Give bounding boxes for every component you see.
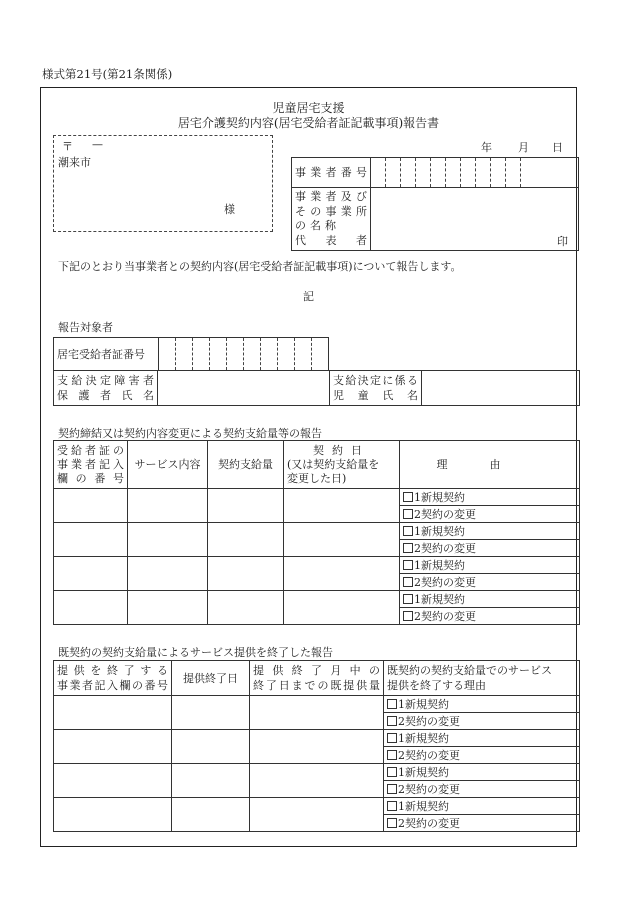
- business-number-digit[interactable]: [386, 158, 401, 188]
- checkbox[interactable]: [403, 492, 413, 502]
- option-label: 2契約の変更: [398, 714, 460, 728]
- ki-mark: 記: [303, 290, 314, 303]
- form-number-label: 様式第21号(第21条関係): [42, 67, 173, 81]
- business-number-digit[interactable]: [446, 158, 461, 188]
- checkbox[interactable]: [403, 611, 413, 621]
- child-label-2: 児童氏名: [333, 389, 418, 402]
- option-label: 2契約の変更: [398, 782, 460, 796]
- checkbox[interactable]: [387, 750, 397, 760]
- s1-header-col3: 契約支給量: [208, 441, 284, 489]
- option-label: 1新規契約: [414, 558, 465, 572]
- s1-cell[interactable]: [208, 557, 284, 591]
- s2-cell[interactable]: [172, 730, 250, 764]
- s1-header-col4-2: (又は契約支給量を: [287, 457, 380, 471]
- cert-digit[interactable]: [295, 338, 312, 371]
- s1-cell[interactable]: [284, 591, 400, 625]
- s1-cell[interactable]: [208, 489, 284, 523]
- child-label-1: 支給決定に係る: [333, 374, 418, 387]
- s1-option-new[interactable]: [400, 591, 580, 608]
- option-label: 1新規契約: [414, 524, 465, 538]
- business-number-digit[interactable]: [506, 158, 521, 188]
- cert-number-table: [53, 337, 329, 371]
- date-year: 年: [481, 141, 492, 154]
- checkbox[interactable]: [403, 594, 413, 604]
- option-label: 1新規契約: [398, 799, 449, 813]
- option-label: 2契約の変更: [398, 748, 460, 762]
- seal-mark: 印: [557, 235, 568, 248]
- business-name-label-1: 事業者及び: [295, 190, 367, 203]
- option-label: 2契約の変更: [414, 541, 476, 555]
- s1-header-col5: 理由: [400, 441, 580, 489]
- cert-digit[interactable]: [210, 338, 227, 371]
- target-heading: 報告対象者: [58, 321, 113, 334]
- s1-option-change[interactable]: [400, 574, 580, 591]
- s1-cell[interactable]: [208, 523, 284, 557]
- s2-header-col4-2: 提供を終了する理由: [387, 679, 486, 692]
- s1-option-change[interactable]: [400, 608, 580, 625]
- option-label: 2契約の変更: [414, 609, 476, 623]
- s1-header-col1-3: 欄の番号: [57, 471, 124, 485]
- business-number-digit[interactable]: [431, 158, 446, 188]
- s1-cell[interactable]: [128, 591, 208, 625]
- cert-digit[interactable]: [159, 338, 176, 371]
- option-label: 2契約の変更: [398, 816, 460, 830]
- s2-cell[interactable]: [54, 798, 172, 832]
- business-number-label: 事業者番号: [292, 158, 371, 188]
- checkbox[interactable]: [387, 801, 397, 811]
- business-number-digit[interactable]: [461, 158, 476, 188]
- option-label: 2契約の変更: [414, 507, 476, 521]
- checkbox[interactable]: [403, 577, 413, 587]
- cert-digit[interactable]: [227, 338, 244, 371]
- date-month: 月: [518, 141, 529, 154]
- cert-number-label: 居宅受給者証番号: [54, 338, 159, 371]
- disabled-label-2: 保護者氏名: [57, 389, 154, 402]
- cert-digit[interactable]: [278, 338, 295, 371]
- business-number-digit[interactable]: [476, 158, 491, 188]
- s2-cell[interactable]: [250, 696, 384, 730]
- checkbox[interactable]: [403, 560, 413, 570]
- s2-cell[interactable]: [54, 730, 172, 764]
- s2-option-change[interactable]: [384, 747, 580, 764]
- checkbox[interactable]: [387, 733, 397, 743]
- s1-header-col4-3: 変更した日): [287, 471, 347, 485]
- business-name-field[interactable]: [371, 188, 579, 251]
- cert-digit[interactable]: [176, 338, 193, 371]
- business-name-label-2: その事業所: [295, 204, 367, 218]
- checkbox[interactable]: [403, 526, 413, 536]
- cert-digit[interactable]: [244, 338, 261, 371]
- s2-option-new[interactable]: [384, 730, 580, 747]
- disabled-label-1: 支給決定障害者: [57, 374, 154, 387]
- s1-cell[interactable]: [54, 489, 128, 523]
- checkbox[interactable]: [387, 784, 397, 794]
- option-label: 1新規契約: [398, 765, 449, 779]
- business-number-digit[interactable]: [521, 158, 579, 188]
- business-name-label-4: 代表者: [295, 233, 367, 247]
- s2-option-new[interactable]: [384, 798, 580, 815]
- date-day: 日: [552, 141, 563, 154]
- title-line-2: 居宅介護契約内容(居宅受給者証記載事項)報告書: [177, 116, 440, 130]
- checkbox[interactable]: [387, 767, 397, 777]
- cert-digit[interactable]: [261, 338, 278, 371]
- business-number-digit[interactable]: [371, 158, 386, 188]
- s1-cell[interactable]: [54, 557, 128, 591]
- option-label: 1新規契約: [398, 697, 449, 711]
- s2-header-col2: 提供終了日: [172, 661, 250, 696]
- checkbox[interactable]: [403, 543, 413, 553]
- s2-header-col1-2: 事業者記入欄の番号: [57, 679, 168, 692]
- option-label: 1新規契約: [414, 592, 465, 606]
- s2-header-col4-1: 既契約の契約支給量でのサービス: [387, 664, 552, 677]
- honorific: 様: [224, 203, 235, 216]
- s2-header-col1-1: 提供を終了する: [57, 664, 168, 677]
- s1-option-change[interactable]: [400, 506, 580, 523]
- section2-table: [53, 660, 580, 832]
- business-table: [291, 157, 579, 251]
- cert-digit[interactable]: [312, 338, 329, 371]
- s2-header-col3-2: 終了日までの既提供量: [253, 679, 380, 692]
- business-name-label-3: の名称: [295, 219, 340, 232]
- section2-heading: 既契約の契約支給量によるサービス提供を終了した報告: [58, 646, 333, 659]
- s1-header-col1-2: 事業者記入: [57, 457, 124, 471]
- checkbox[interactable]: [387, 699, 397, 709]
- disabled-name-field[interactable]: [158, 371, 330, 406]
- checkbox[interactable]: [387, 716, 397, 726]
- s1-header-col2: サービス内容: [128, 441, 208, 489]
- s1-option-change[interactable]: [400, 540, 580, 557]
- s1-cell[interactable]: [54, 523, 128, 557]
- s1-cell[interactable]: [128, 489, 208, 523]
- postal-mark: 〒: [62, 140, 73, 153]
- option-label: 1新規契約: [398, 731, 449, 745]
- option-label: 2契約の変更: [414, 575, 476, 589]
- s2-option-change[interactable]: [384, 781, 580, 798]
- business-number-digit[interactable]: [401, 158, 416, 188]
- s1-option-new[interactable]: [400, 523, 580, 540]
- s2-cell[interactable]: [250, 764, 384, 798]
- s1-header-col1-1: 受給者証の: [57, 443, 124, 457]
- s2-cell[interactable]: [250, 798, 384, 832]
- business-number-digit[interactable]: [491, 158, 506, 188]
- checkbox[interactable]: [387, 818, 397, 828]
- s1-cell[interactable]: [54, 591, 128, 625]
- s2-option-change[interactable]: [384, 713, 580, 730]
- checkbox[interactable]: [403, 509, 413, 519]
- s1-cell[interactable]: [128, 557, 208, 591]
- s1-option-new[interactable]: [400, 557, 580, 574]
- s2-cell[interactable]: [172, 798, 250, 832]
- s1-cell[interactable]: [284, 523, 400, 557]
- title-line-1: 児童居宅支援: [272, 101, 345, 115]
- s1-cell[interactable]: [284, 557, 400, 591]
- s1-header-col4-1: 契約日: [313, 443, 370, 457]
- s2-cell[interactable]: [54, 764, 172, 798]
- s1-option-new[interactable]: [400, 489, 580, 506]
- address-box: [53, 135, 273, 232]
- intro-text: 下記のとおり当事業者との契約内容(居宅受給者証記載事項)について報告します。: [58, 260, 462, 273]
- city-name: 潮来市: [58, 156, 91, 169]
- child-name-field[interactable]: [422, 371, 580, 406]
- cert-digit[interactable]: [193, 338, 210, 371]
- option-label: 1新規契約: [414, 490, 465, 504]
- s2-option-new[interactable]: [384, 696, 580, 713]
- s2-option-change[interactable]: [384, 815, 580, 832]
- section1-table: [53, 440, 580, 625]
- section1-heading: 契約締結又は契約内容変更による契約支給量等の報告: [58, 427, 322, 440]
- s1-cell[interactable]: [128, 523, 208, 557]
- s1-cell[interactable]: [208, 591, 284, 625]
- s2-cell[interactable]: [172, 764, 250, 798]
- s2-option-new[interactable]: [384, 764, 580, 781]
- business-number-digit[interactable]: [416, 158, 431, 188]
- s2-cell[interactable]: [172, 696, 250, 730]
- s2-cell[interactable]: [54, 696, 172, 730]
- names-table: [53, 370, 580, 406]
- s2-cell[interactable]: [250, 730, 384, 764]
- postal-dash: —: [92, 138, 103, 151]
- s2-header-col3-1: 提供終了月中の: [253, 664, 380, 677]
- s1-cell[interactable]: [284, 489, 400, 523]
